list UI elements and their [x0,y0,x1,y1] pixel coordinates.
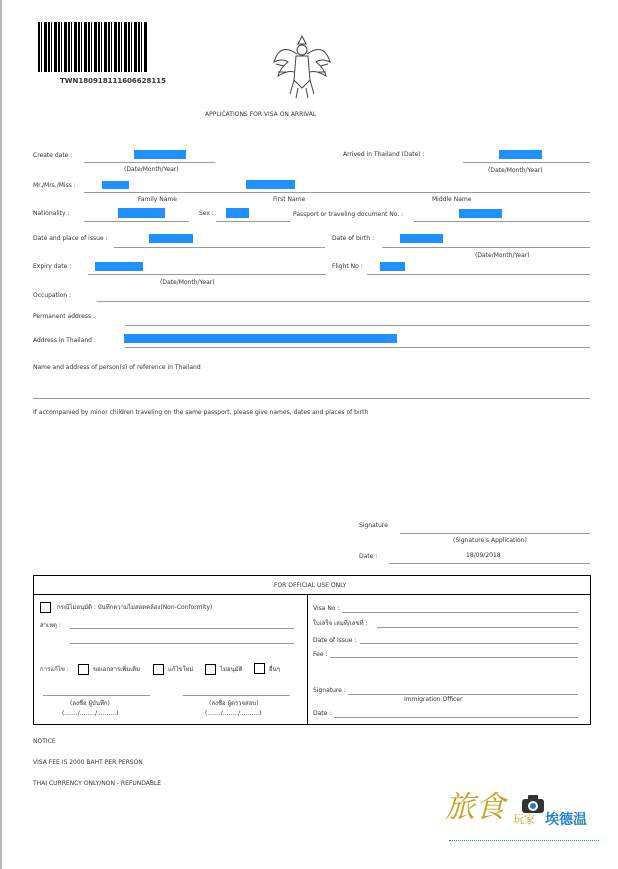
watermark-logo [445,790,610,850]
flight-value [380,262,405,271]
option-reject-checkbox[interactable] [205,664,216,675]
receipt-no-label: ใบเสร็จ เล่มที่/เลขที่ : [313,620,368,627]
sex-label: Sex : [199,210,214,217]
checker-signature-line[interactable] [183,695,290,696]
watermark-name: 埃德温 [545,812,587,828]
sex-value [226,208,249,218]
action-label: การแก้ไข : [40,666,69,673]
officer-date-label: Date : [313,710,332,717]
address-field[interactable] [125,347,590,348]
nationality-label: Nationality : [33,210,70,217]
create-date-field[interactable] [84,162,215,163]
expiry-format: (Date/Month/Year) [160,279,215,286]
reference-field[interactable] [33,398,590,399]
first-name-caption: First Name [273,196,306,203]
permanent-label: Permanent address : [33,313,96,320]
issue-value [149,234,193,243]
reason-line-1[interactable] [70,628,294,629]
expiry-field[interactable] [88,274,326,275]
reason-label: สาเหตุ : [40,622,61,629]
option-other-checkbox[interactable] [254,663,265,674]
name-field[interactable] [84,192,590,193]
occupation-label: Occupation : [33,292,72,299]
official-title: FOR OFFICIAL USE ONLY [274,582,347,589]
create-date-format: (Date/Month/Year) [124,166,179,173]
barcode [38,22,148,72]
arrived-value [499,150,542,159]
arrived-format: (Date/Month/Year) [488,167,543,174]
official-column-divider [307,595,308,724]
passport-value [459,209,502,218]
birth-format: (Date/Month/Year) [475,252,530,259]
name-label: Mr./Mrs./Miss : [33,182,76,189]
option-more-documents-label: ขอเอกสารเพิ่มเติม [93,666,141,673]
reason-line-2[interactable] [70,643,294,644]
option-redo-label: แก้ไขใหม่ [168,666,194,673]
watermark-url-strip [449,840,599,841]
expiry-value [95,262,143,271]
middle-name-caption: Middle Name [432,196,472,203]
nationality-field[interactable] [84,221,189,222]
camera-icon [521,794,545,814]
signature-label: Signature [359,522,388,529]
recorder-signature-line[interactable] [43,695,150,696]
nationality-value [118,208,165,218]
visa-no-field[interactable] [342,612,578,613]
page-edge [0,0,2,869]
date-field[interactable] [389,563,590,564]
passport-field[interactable] [414,221,590,222]
visa-no-label: Visa No : [313,605,340,612]
birth-field[interactable] [382,247,590,248]
address-value [124,334,397,343]
notice-fee: VISA FEE IS 2000 BAHT PER PERSON [33,759,143,766]
notice-currency: THAI CURRENCY ONLY/NON - REFUNDABLE [33,780,162,787]
recorder-signature-caption: (ลงชื่อ ผู้บันทึก) [70,700,110,707]
recorder-date: (......./......../..........) [62,710,119,717]
sex-field[interactable] [216,221,290,222]
checker-date: (......./......../..........) [205,710,262,717]
permanent-field[interactable] [125,325,590,326]
watermark-mark: 旅食 [445,790,505,825]
create-date-label: Create date : [33,152,73,159]
immigration-officer-caption: Immigration Officer [404,696,463,703]
birth-label: Date of birth : [332,235,374,242]
option-redo-checkbox[interactable] [153,664,164,675]
arrived-field[interactable] [463,162,590,163]
arrived-label: Arrived in Thailand (Date) : [343,151,425,158]
notice-title: NOTICE [33,738,56,745]
date-of-issue-label: Date of Issue : [313,637,357,644]
issue-field[interactable] [114,247,325,248]
expiry-label: Expiry date : [33,263,72,270]
official-use-box [33,575,591,725]
fee-field[interactable] [330,657,578,658]
officer-signature-field[interactable] [348,694,578,695]
reference-label: Name and address of person(s) of reference in Thailand [33,364,201,371]
issue-label: Date and place of issue : [33,235,108,242]
option-more-documents-checkbox[interactable] [78,664,89,675]
signature-field[interactable] [400,533,590,534]
children-label: If accompanied by minor children traveling on the same passport, please give names, dates and places of birth [33,409,369,416]
flight-field[interactable] [367,274,590,275]
date-value: 18/09/2018 [466,552,501,559]
receipt-no-field[interactable] [377,627,578,628]
officer-signature-label: Signature : [313,687,346,694]
date-label: Date : [359,553,378,560]
date-of-issue-field[interactable] [360,643,578,644]
nonconformity-label: กรณีไม่อนุมัติ : บันทึกความไม่สอดคล้อง(Non-Conformity) [57,604,213,611]
garuda-emblem [270,32,334,102]
official-title-divider [34,594,590,595]
fee-label: Fee : [313,651,328,658]
signature-caption: (Signature's Application) [453,537,527,544]
officer-date-field[interactable] [334,717,578,718]
birth-value [400,234,443,243]
family-name-caption: Family Name [138,196,177,203]
checker-signature-caption: (ลงชื่อ ผู้ตรวจสอบ) [209,700,259,707]
occupation-field[interactable] [97,301,590,302]
watermark-sub: 玩家 [513,813,535,826]
family-name-value [102,181,129,189]
passport-label: Passport or traveling document No. : [293,211,404,218]
first-name-value [246,180,295,189]
form-title: APPLICATIONS FOR VISA ON ARRIVAL [205,111,317,118]
option-other-label: อื่นๆ [269,666,280,673]
create-date-value [134,150,186,159]
flight-label: Flight No : [332,263,363,270]
nonconformity-checkbox[interactable] [40,602,51,613]
option-reject-label: ไม่อนุมัติ [220,666,243,673]
barcode-number: TWN180918111606628115 [60,77,167,85]
address-label: Address in Thailand : [33,337,96,344]
